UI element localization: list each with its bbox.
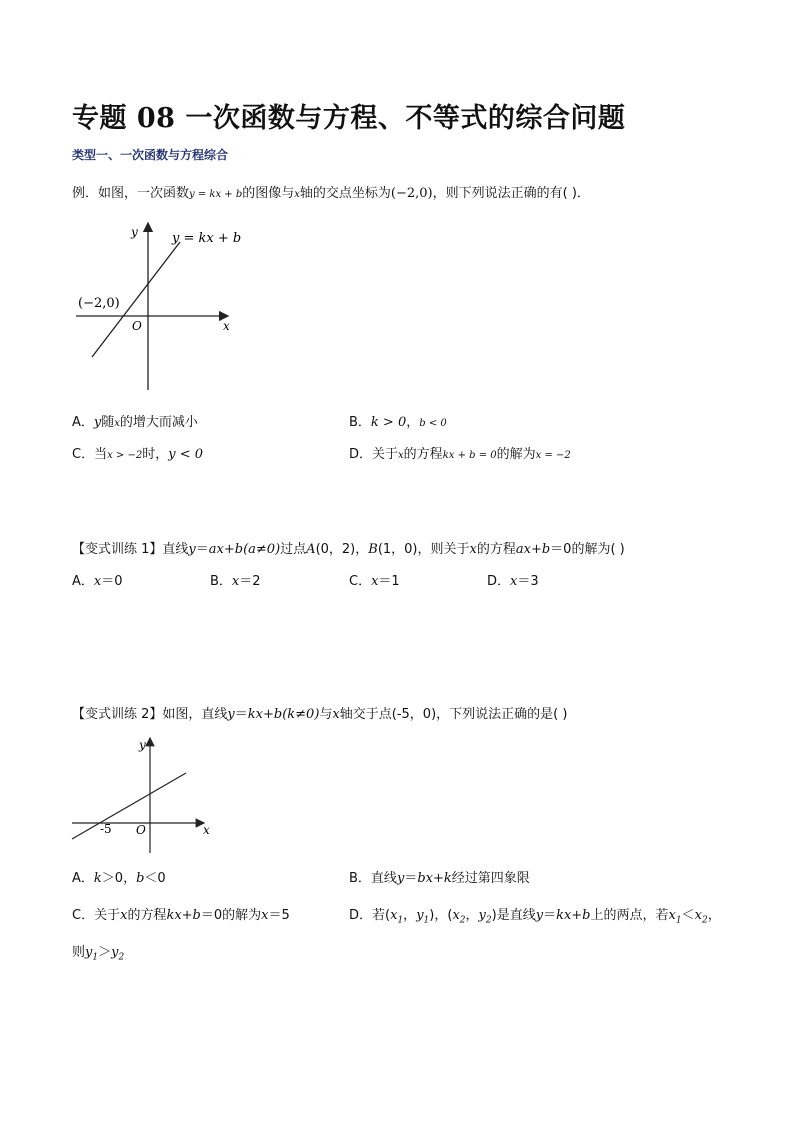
example-option-a <box>72 411 198 430</box>
option-var: x <box>452 908 460 923</box>
option-ineq: x > −2 <box>107 450 143 461</box>
option-letter: D． <box>349 908 373 923</box>
example-point: (−2,0) <box>390 186 433 201</box>
example-x-var: x <box>294 189 300 200</box>
example-option-b <box>349 411 447 430</box>
option-text: ， <box>406 415 420 430</box>
question-text: 的方程 <box>476 542 516 557</box>
page-title: 专题 08 一次函数与方程、不等式的综合问题 <box>72 103 626 134</box>
section-heading-type1: 类型一、一次函数与方程综合 <box>72 148 229 162</box>
option-text: ＝0的解为 <box>200 908 262 923</box>
variant1-label: 【变式训练 1】 <box>72 542 163 557</box>
option-text: 的增大而减小 <box>119 415 198 430</box>
option-text: 当 <box>94 447 108 462</box>
option-text: 若( <box>372 908 391 923</box>
option-eq: x = −2 <box>535 450 571 461</box>
question-math: y <box>227 707 235 722</box>
question-text: 直线 <box>162 542 189 557</box>
option-letter: C． <box>349 574 372 589</box>
option-letter: A． <box>72 574 94 589</box>
option-text: ＝3 <box>517 574 539 589</box>
variant2-option-d-continued <box>72 941 124 963</box>
option-letter: B． <box>349 871 371 886</box>
option-text: )是直线 <box>491 908 536 923</box>
origin-label: O <box>132 319 142 333</box>
option-var: x <box>93 574 102 589</box>
option-text: ＝ <box>543 908 557 923</box>
option-var: x <box>120 908 128 923</box>
x-axis-label: x <box>203 823 210 837</box>
variant1-question <box>72 538 625 557</box>
option-var: y <box>396 871 405 886</box>
variant2-option-b <box>349 867 530 886</box>
subscript: 2 <box>701 915 708 926</box>
question-text: 如图，直线 <box>162 707 228 722</box>
option-letter: C． <box>72 447 95 462</box>
question-text: 与 <box>319 707 333 722</box>
option-var: y <box>111 945 119 960</box>
option-text: ＞0， <box>101 871 137 886</box>
option-letter: D． <box>487 574 511 589</box>
question-text: 则关于 <box>430 542 470 557</box>
example-function: y = kx + b <box>189 189 243 200</box>
option-var: b <box>136 871 145 886</box>
subscript: 1 <box>92 952 99 963</box>
option-letter: B． <box>349 415 371 430</box>
option-text: ， <box>465 908 479 923</box>
option-text: 关于 <box>94 908 121 923</box>
example-graph <box>70 215 250 395</box>
subscript: 2 <box>118 952 125 963</box>
option-text: ， <box>403 908 417 923</box>
variant2-question <box>72 703 567 722</box>
question-text: ＝0的解为( ) <box>550 542 625 557</box>
example-option-c <box>72 443 203 462</box>
option-text: 经过第四象限 <box>451 871 530 886</box>
option-ineq: k > 0 <box>370 415 407 430</box>
option-ineq: b < 0 <box>419 418 447 429</box>
option-var: x <box>510 574 518 589</box>
option-var: y <box>85 945 93 960</box>
option-text: 则 <box>72 945 86 960</box>
option-letter: A． <box>72 415 94 430</box>
option-text: 的方程 <box>403 447 443 462</box>
option-text: 直线 <box>370 871 397 886</box>
variant2-label: 【变式训练 2】 <box>72 707 163 722</box>
option-var: y <box>535 908 544 923</box>
question-math: x <box>332 707 340 722</box>
variant2-graph <box>68 733 228 857</box>
option-var: k <box>93 871 102 886</box>
option-var: y <box>478 908 486 923</box>
option-text: )，( <box>429 908 453 923</box>
option-var: x <box>398 450 404 461</box>
question-text: 轴交于点(-5，0)，下列说法正确的是( ) <box>339 707 568 722</box>
option-text: ＝ <box>404 871 418 886</box>
question-math: B <box>368 542 378 557</box>
option-var: x <box>390 908 398 923</box>
question-math: ax+b <box>515 542 551 557</box>
option-var: y <box>416 908 424 923</box>
question-math: ax+b(a≠0) <box>208 542 281 557</box>
option-var: x <box>694 908 702 923</box>
example-text: ，则下列说法正确的有( )． <box>432 186 590 201</box>
option-text: ＝1 <box>378 574 400 589</box>
option-var: kx+b <box>166 908 201 923</box>
example-text: 的图像与 <box>242 186 295 201</box>
option-text: ＝0 <box>101 574 123 589</box>
example-question <box>72 182 590 201</box>
option-var: x <box>114 418 120 429</box>
variant2-option-a <box>72 867 166 886</box>
option-var: x <box>231 574 240 589</box>
function-label: y = kx + b <box>172 231 242 246</box>
x-axis-label: x <box>223 319 230 333</box>
option-var: x <box>668 908 676 923</box>
question-text: (0，2)， <box>315 542 369 557</box>
option-text: 的解为 <box>496 447 536 462</box>
example-text: 轴的交点坐标为 <box>299 186 391 201</box>
option-letter: A． <box>72 871 94 886</box>
option-text: 上的两点，若 <box>590 908 669 923</box>
option-var: y <box>93 415 102 430</box>
option-eq: kx + b = 0 <box>442 450 497 461</box>
option-var: bx+k <box>417 871 452 886</box>
question-text: 过点 <box>280 542 307 557</box>
variant2-option-d <box>349 904 721 926</box>
option-text: ， <box>707 908 721 923</box>
option-text: 时， <box>142 447 169 462</box>
question-math: A <box>306 542 316 557</box>
variant1-option-d <box>487 570 539 589</box>
variant1-option-b <box>210 570 261 589</box>
option-ineq: y < 0 <box>168 447 204 462</box>
question-math: y <box>188 542 196 557</box>
subscript: 1 <box>423 915 430 926</box>
subscript: 2 <box>459 915 466 926</box>
subscript: 1 <box>675 915 682 926</box>
option-var: x <box>261 908 269 923</box>
option-var: kx+b <box>556 908 591 923</box>
option-text: ＝2 <box>239 574 261 589</box>
question-text: ＝ <box>195 542 209 557</box>
subscript: 2 <box>485 915 492 926</box>
origin-label: O <box>136 823 146 837</box>
variant1-option-c <box>349 570 400 589</box>
function-line <box>72 773 186 839</box>
subscript: 1 <box>397 915 404 926</box>
option-letter: B． <box>210 574 232 589</box>
option-var: x <box>371 574 379 589</box>
option-text: ＝5 <box>268 908 290 923</box>
option-letter: C． <box>72 908 95 923</box>
option-text: ＜ <box>681 908 695 923</box>
example-option-d <box>349 443 571 462</box>
variant2-option-c <box>72 904 290 923</box>
tick-label: -5 <box>100 822 112 836</box>
y-axis-label: y <box>139 738 146 752</box>
option-text: 随 <box>101 415 115 430</box>
option-text: ＞ <box>98 945 112 960</box>
question-text: ＝ <box>234 707 248 722</box>
example-text: 例．如图，一次函数 <box>72 186 190 201</box>
question-math: x <box>469 542 477 557</box>
point-label: (−2,0) <box>78 296 120 311</box>
y-axis-label: y <box>131 225 138 239</box>
option-text: 关于 <box>372 447 399 462</box>
variant1-option-a <box>72 570 123 589</box>
option-text: 的方程 <box>127 908 167 923</box>
option-text: ＜0 <box>144 871 166 886</box>
option-letter: D． <box>349 447 373 462</box>
question-math: kx+b(k≠0) <box>247 707 320 722</box>
question-text: (1，0)， <box>377 542 431 557</box>
